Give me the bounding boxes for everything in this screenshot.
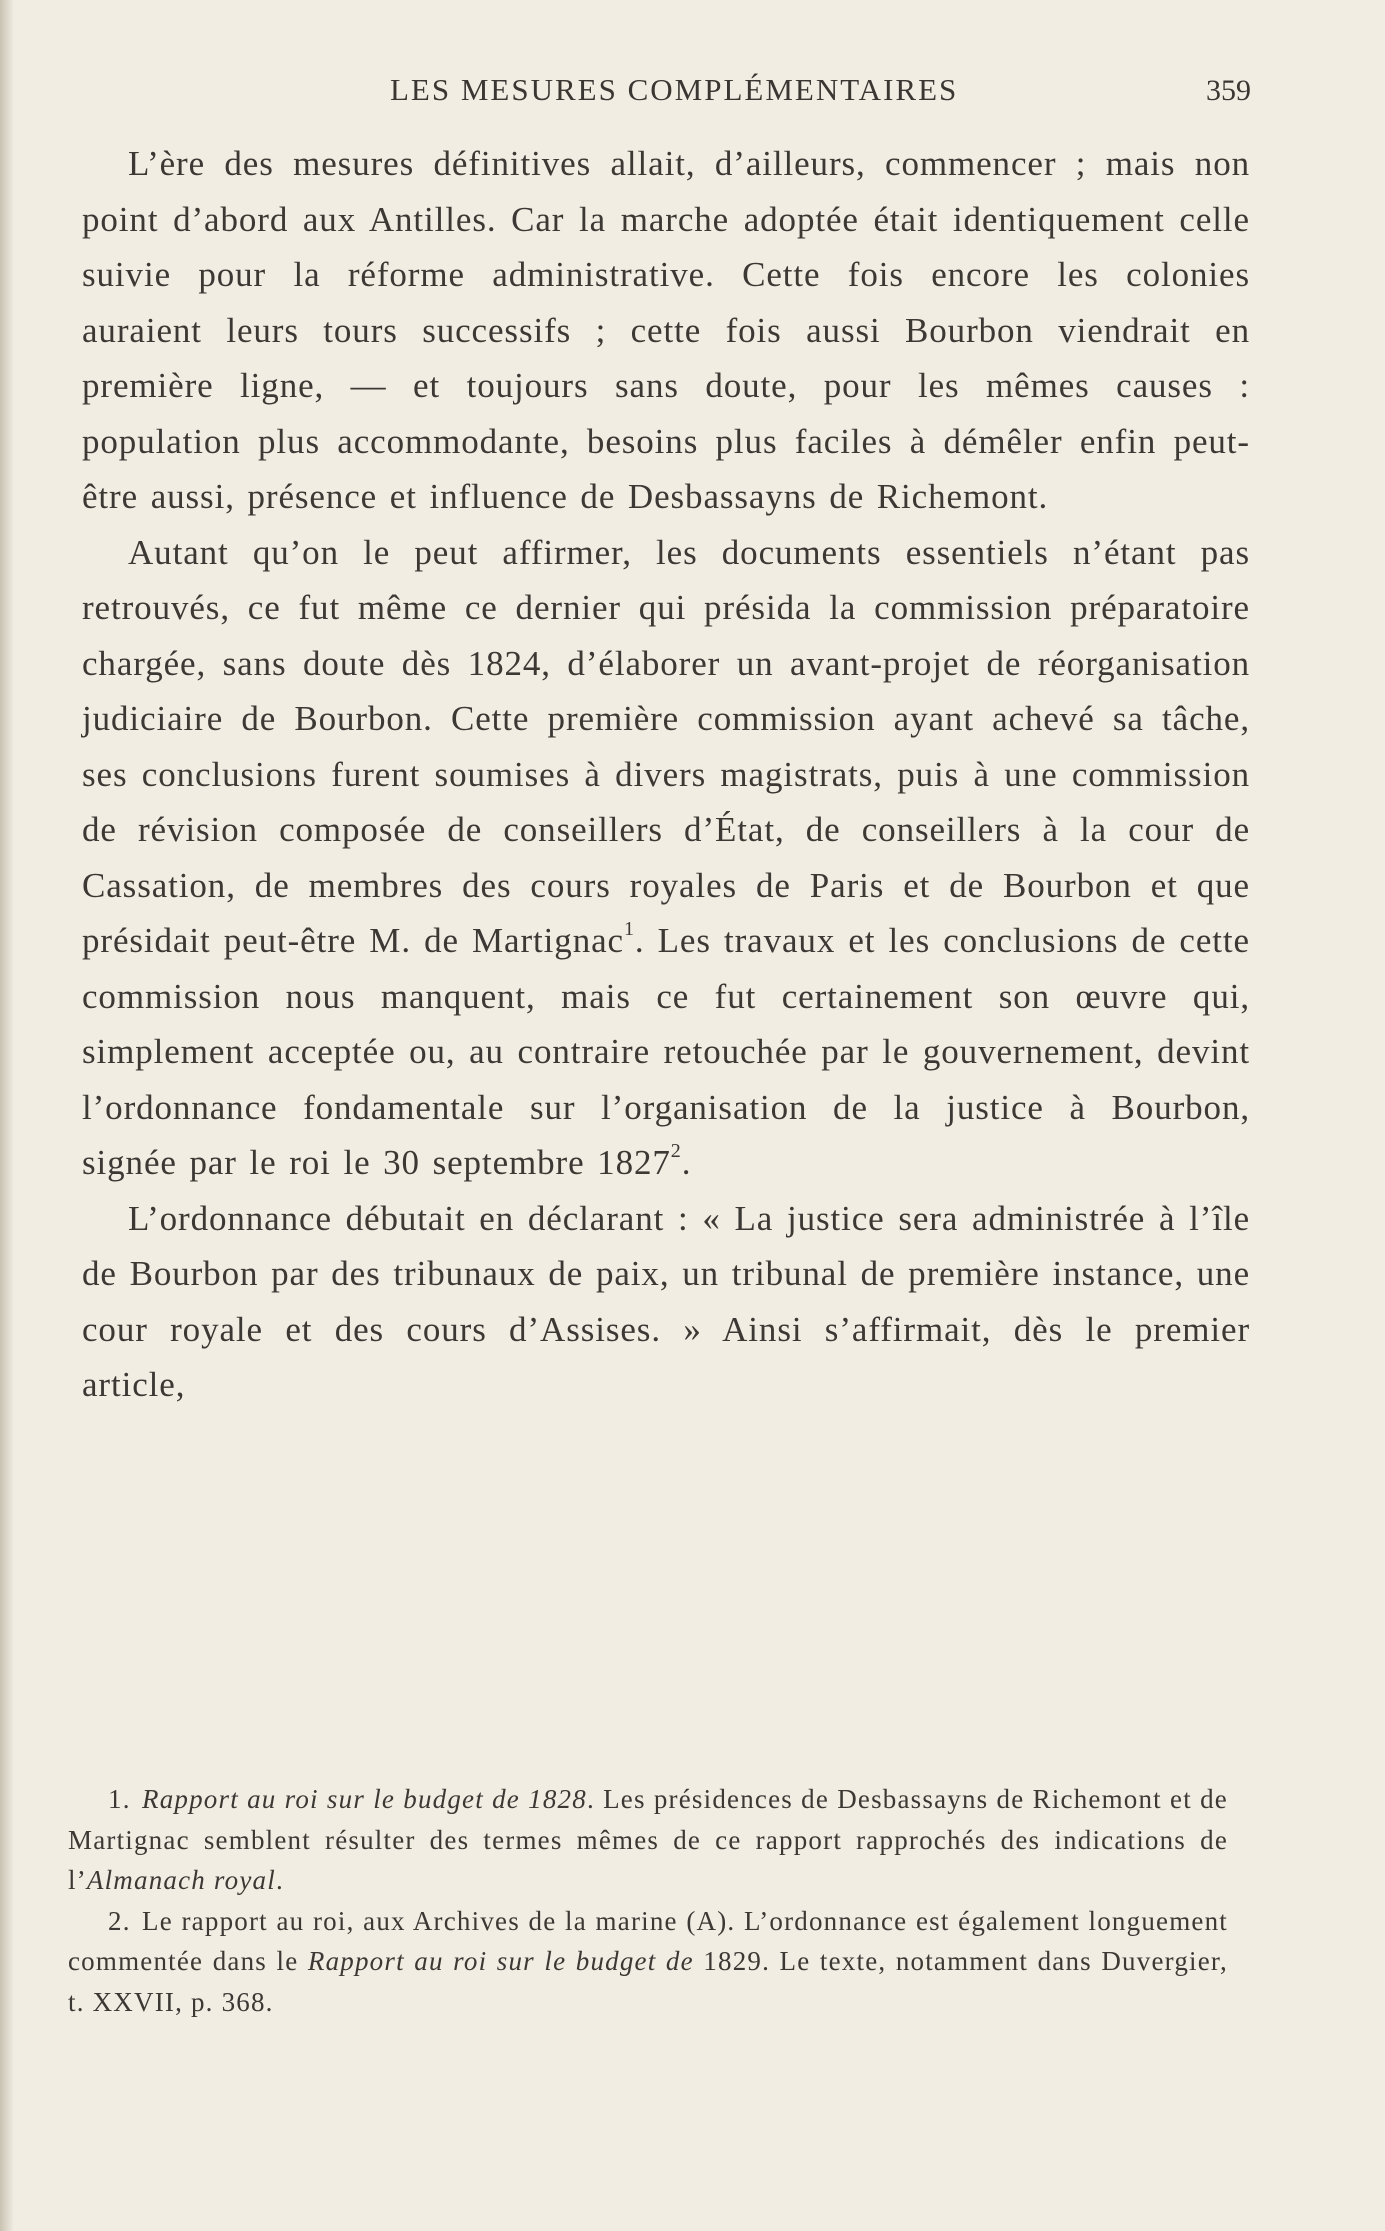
footnote-1-almanach: Almanach royal — [86, 1865, 276, 1895]
footnote-1 — [68, 1779, 1228, 1901]
page-edge-shadow — [0, 0, 14, 2231]
footnote-ref-1[interactable]: 1 — [623, 918, 635, 941]
page-number: 359 — [1206, 74, 1251, 107]
footnotes — [68, 1779, 1228, 2022]
footnote-1-text-b: . — [275, 1865, 284, 1895]
running-title: LES MESURES COMPLÉMENTAIRES — [390, 72, 959, 107]
footnote-1-text-a: . Les présidences de Desbassayns de Richemont et de Martignac semblent résulter des termes mêmes de ce rapport rapprochés des indications de l’ — [68, 1784, 1228, 1895]
footnote-2-text-a: Le rapport au roi, aux Archives de la marine (A). L’ordonnance est également longuement commentée dans le — [68, 1905, 1228, 1976]
paragraph-1: L’ère des mesures définitives allait, d’ailleurs, commencer ; mais non point d’abord aux Antilles. Car la marche adoptée était identiquement celle suivie pour la réforme administrative. Cette fois encore les colonies auraient leurs tours successifs ; cette fois aussi Bourbon viendrait en première ligne, — et toujours sans doute, pour les mêmes causes : population plus accommodante, besoins plus faciles à démêler enfin peut-être aussi, présence et influence de Desbassayns de Richemont. — [82, 144, 1250, 516]
paragraph-2-part-c: . — [681, 1143, 692, 1182]
footnote-1-title: Rapport au roi sur le budget de 1828 — [142, 1784, 587, 1814]
paragraph-2-part-b: . Les travaux et les conclusions de cette commission nous manquent, mais ce fut certainement son œuvre qui, simplement acceptée ou, au contraire retouchée par le gouvernement, devint l’ordonnance fondamentale sur l’organisation de la justice à Bourbon, signée par le roi le 30 septembre 1827 — [82, 921, 1250, 1182]
footnote-2-number: 2. — [108, 1905, 131, 1936]
paragraph-2-part-a: Autant qu’on le peut affirmer, les documents essentiels n’étant pas retrouvés, ce fut même ce dernier qui présida la commission préparatoire chargée, sans doute dès 1824, d’élaborer un avant-projet de réorganisation judiciaire de Bourbon. Cette première commission ayant achevé sa tâche, ses conclusions furent soumises à divers magistrats, puis à une commission de révision composée de conseillers d’État, de conseillers à la cour de Cassation, de membres des cours royales de Paris et de Bourbon et que présidait peut-être M. de Martignac — [82, 532, 1250, 960]
running-head — [0, 72, 1385, 112]
paragraph-3: L’ordonnance débutait en déclarant : « La justice sera administrée à l’île de Bourbon par des tribunaux de paix, un tribunal de première instance, une cour royale et des cours d’Assises. » Ainsi s’affirmait, dès le premier article, — [82, 1198, 1250, 1404]
body-text — [82, 136, 1250, 1413]
footnote-ref-2[interactable]: 2 — [670, 1140, 682, 1163]
footnote-2-title: Rapport au roi sur le budget de — [307, 1946, 694, 1976]
footnote-1-number: 1. — [108, 1784, 131, 1814]
footnote-2 — [68, 1901, 1228, 2023]
footnote-2-text-b: 1829. Le texte, notamment dans Duvergier, t. XXVII, p. 368. — [68, 1946, 1228, 2017]
paragraph-2 — [82, 525, 1250, 1191]
